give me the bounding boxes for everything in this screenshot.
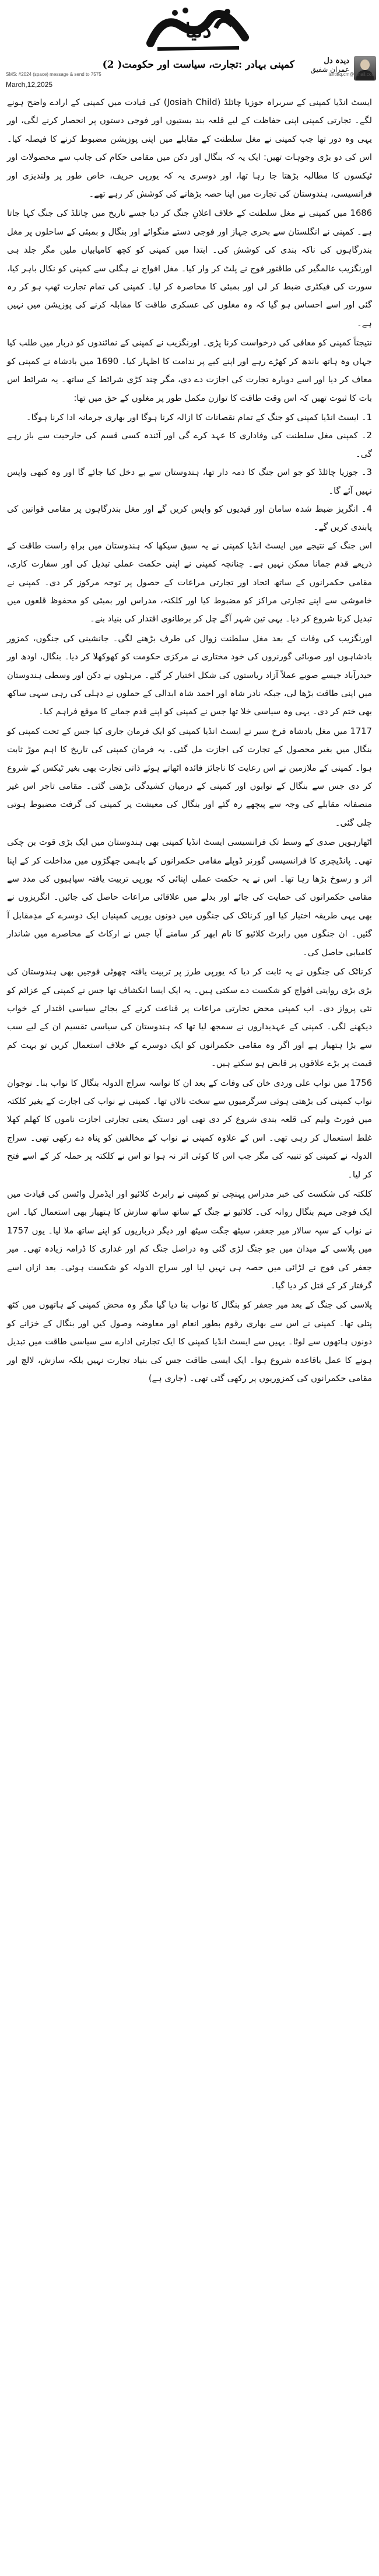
paragraph: نتیجتاً کمپنی کو معافی کی درخواست کرنا پڑی۔ اورنگزیب نے کمپنی کے نمائندوں کو دربار میں طلب کیا جہاں وہ ہاتھ باندھ کر کھڑے رہے اور اپنے کیے پر ندامت کا اظہار کیا۔ 1690 میں بادشاہ نے کمپنی کو معاف کر دیا اور اسے دوبارہ تجارت کی اجازت دے دی، مگر چند کڑی شرائط کے ساتھ۔ یہ شرائط اس بات کا ثبوت تھیں کہ اس وقت طاقت کا توازن مکمل طور پر مغلوں کے حق میں تھا: — [7, 338, 372, 403]
author-name: عمران شفیق — [310, 65, 349, 74]
paragraph: اس جنگ کے نتیجے میں ایسٹ انڈیا کمپنی نے یہ سبق سیکھا کہ ہندوستان میں براہِ راست طاقت کے ذریعے قدم جمانا ممکن نہیں ہے۔ چنانچہ کمپنی نے اپنی حکمت عملی تبدیل کی اور سفارت کاری، مقامی حکمرانوں کے ساتھ اتحاد اور تجارتی مراعات کے حصول پر توجہ مرکوز کر دی۔ کمپنی نے خاموشی سے اپنے تجارتی مراکز کو مضبوط کیا اور کلکتہ، مدراس اور بمبئی کو محفوظ قلعوں میں تبدیل کرنا شروع کر دیا۔ یہی تین شہر آگے چل کر برطانوی اقتدار کی بنیاد بنے۔ — [7, 540, 372, 624]
condition-item: 2۔ کمپنی مغل سلطنت کی وفاداری کا عہد کرے گی اور آئندہ کسی قسم کی جارحیت سے باز رہے گی۔ — [7, 431, 372, 459]
article-body — [7, 93, 372, 1389]
dunya-logo-icon — [140, 2, 257, 58]
paragraph: کلکتہ کی شکست کی خبر مدراس پہنچی تو کمپنی نے رابرٹ کلائیو اور ایڈمرل واٹسن کی قیادت میں ایک فوجی مہم بنگال روانہ کی۔ کلائیو نے جنگ کے ساتھ ساتھ سازش کا ہتھیار بھی استعمال کیا۔ اس نے نواب کے سپہ سالار میر جعفر، سیٹھ جگت سیٹھ اور دیگر درباریوں کو اپنے ساتھ ملا لیا۔ یوں 1757 میں پلاسی کے میدان میں جو جنگ لڑی گئی وہ دراصل جنگ کم اور غداری کا ڈرامہ زیادہ تھی۔ میر جعفر کی فوج نے لڑائی میں حصہ ہی نہیں لیا اور سراج الدولہ کو شکست ہوئی۔ بعد ازاں اسے گرفتار کر کے قتل کر دیا گیا۔ — [7, 1189, 372, 1291]
column-header — [0, 0, 379, 89]
condition-item: 1۔ ایسٹ انڈیا کمپنی کو جنگ کے تمام نقصانات کا ازالہ کرنا ہوگا اور بھاری جرمانہ ادا کرنا ہوگا۔ — [26, 412, 372, 422]
paragraph: ایسٹ انڈیا کمپنی کے سربراہ جوزیا چائلڈ (Josiah Child) کی قیادت میں کمپنی کے ارادے واضح ہونے لگے۔ تجارتی کمپنی اپنی حفاظت کے لیے قلعہ بند بستیوں اور فوجی دستوں پر انحصار کرنے لگی، اور یہی وہ دور تھا جب کمپنی نے مغل سلطنت کے مقابلے میں اپنی پوزیشن مضبوط کرنے کا فیصلہ کیا۔ اس کی دو بڑی وجوہات تھیں: ایک یہ کہ بنگال اور دکن میں مقامی حکام کی جانب سے محصولات اور ٹیکسوں کا مطالبہ بڑھتا جا رہا تھا، اور دوسری یہ کہ یورپی حریف، خاص طور پر ولندیزی اور فرانسیسی، ہندوستان کی تجارت میں اپنا حصہ بڑھانے کی کوشش کر رہے تھے۔ — [7, 97, 373, 200]
condition-item: 3۔ جوزیا چائلڈ کو جو اس جنگ کا ذمہ دار تھا، ہندوستان سے بے دخل کیا جائے گا اور وہ کبھی واپس نہیں آئے گا۔ — [7, 467, 372, 496]
series-label: دیدہ دل — [324, 57, 349, 65]
newspaper-logo — [140, 2, 257, 58]
paragraph: اٹھارہویں صدی کے وسط تک فرانسیسی ایسٹ انڈیا کمپنی بھی ہندوستان میں ایک بڑی قوت بن چکی تھی۔ پانڈیچری کا فرانسیسی گورنر ڈوپلے مقامی حکمرانوں کے باہمی جھگڑوں میں مداخلت کر کے اپنا اثر و رسوخ بڑھا رہا تھا۔ اس نے یہ حکمت عملی اپنائی کہ یورپی تربیت یافتہ سپاہیوں کی مدد سے مقامی حکمرانوں کی حمایت کی جائے اور بدلے میں علاقائی مراعات حاصل کی جائیں۔ انگریزوں نے بھی یہی طریقہ اختیار کیا اور کرناٹک کی جنگوں میں دونوں یورپی کمپنیاں ایک دوسرے کے مدِمقابل آ گئیں۔ ان جنگوں میں رابرٹ کلائیو کا نام ابھر کر سامنے آیا جس نے ارکاٹ کے محاصرے میں شاندار کامیابی حاصل کی۔ — [7, 837, 372, 957]
publish-date: March,12,2025 — [6, 81, 53, 89]
paragraph: 1717 میں مغل بادشاہ فرخ سیر نے ایسٹ انڈیا کمپنی کو ایک فرمان جاری کیا جس کے تحت کمپنی کو بنگال میں بغیر محصول کے تجارت کی اجازت مل گئی۔ یہ فرمان کمپنی کی تاریخ کا اہم موڑ ثابت ہوا۔ کمپنی کے ملازمین نے اس رعایت کا ناجائز فائدہ اٹھاتے ہوئے ذاتی تجارت بھی بغیر ٹیکس کے شروع کر دی جس سے بنگال کے نوابوں اور کمپنی کے درمیان کشیدگی بڑھتی گئی۔ مقامی تاجر اس غیر منصفانہ مقابلے کی وجہ سے پیچھے رہ گئے اور بنگال کی معیشت پر کمپنی کی گرفت مضبوط ہوتی چلی گئی۔ — [7, 726, 372, 828]
paragraph: اورنگزیب کی وفات کے بعد مغل سلطنت زوال کی طرف بڑھنے لگی۔ جانشینی کی جنگوں، کمزور بادشاہوں اور صوبائی گورنروں کی خود مختاری نے مرکزی حکومت کو کھوکھلا کر دیا۔ بنگال، اودھ اور حیدرآباد جیسے صوبے عملاً آزاد ریاستوں کی شکل اختیار کر گئے۔ مرہٹوں نے دکن اور وسطی ہندوستان میں اپنی طاقت بڑھا لی، جبکہ نادر شاہ اور احمد شاہ ابدالی کے حملوں نے دہلی کی رہی سہی ساکھ بھی ختم کر دی۔ یہی وہ سیاسی خلا تھا جس نے کمپنی کو اپنے قدم جمانے کا موقع فراہم کیا۔ — [7, 633, 372, 717]
svg-text:دنیا: دنیا — [185, 19, 212, 43]
paragraph: 1686 میں کمپنی نے مغل سلطنت کے خلاف اعلانِ جنگ کر دیا جسے تاریخ میں چائلڈ کی جنگ کہا جاتا ہے۔ کمپنی نے انگلستان سے بحری جہاز اور فوجی دستے منگوائے اور بنگال و بمبئی کے ساحلوں پر مغل بندرگاہوں کی ناکہ بندی کی کوشش کی۔ ابتدا میں کمپنی کو کچھ کامیابیاں ملیں مگر جلد ہی اورنگزیب عالمگیر کی طاقتور فوج نے پلٹ کر وار کیا۔ مغل افواج نے ہگلی سے کمپنی کو نکال باہر کیا، سورت کی فیکٹری ضبط کر لی اور بمبئی کا محاصرہ کر لیا۔ کمپنی کی تمام تجارت ٹھپ ہو کر رہ گئی اور اسے احساس ہو گیا کہ وہ مغلوں کی عسکری طاقت کا مقابلہ کرنے کی پوزیشن میں نہیں ہے۔ — [7, 208, 372, 328]
conditions-list — [7, 408, 372, 537]
author-email[interactable]: ishtiaq.cm@gmail.com — [328, 72, 376, 77]
paragraph: 1756 میں نواب علی وردی خان کی وفات کے بعد ان کا نواسہ سراج الدولہ بنگال کا نواب بنا۔ نوجوان نواب کمپنی کی بڑھتی ہوئی سرگرمیوں سے سخت نالاں تھا۔ کمپنی نے نواب کی اجازت کے بغیر کلکتہ میں فورٹ ولیم کی قلعہ بندی شروع کر دی تھی اور دستک یعنی تجارتی اجازت ناموں کا کھلم کھلا غلط استعمال کر رہی تھی۔ اس کے علاوہ کمپنی نے نواب کے مخالفین کو پناہ دے رکھی تھی۔ سراج الدولہ نے کمپنی کو تنبیہ کی مگر جب اس کا کوئی اثر نہ ہوا تو اس نے کلکتہ پر حملہ کر کے اسے فتح کر لیا۔ — [7, 1078, 372, 1180]
condition-item: 4۔ انگریز ضبط شدہ سامان اور قیدیوں کو واپس کریں گے اور مغل بندرگاہوں پر مقامی قوانین کی پابندی کریں گے۔ — [7, 504, 372, 533]
paragraph: پلاسی کی جنگ کے بعد میر جعفر کو بنگال کا نواب بنا دیا گیا مگر وہ محض کمپنی کے ہاتھوں میں کٹھ پتلی تھا۔ کمپنی نے اس سے بھاری رقوم بطور انعام اور معاوضہ وصول کیں اور بنگال کے خزانے کو دونوں ہاتھوں سے لوٹا۔ یہیں سے ایسٹ انڈیا کمپنی کا ایک تجارتی ادارے سے سیاسی طاقت میں تبدیل ہونے کا عمل باقاعدہ شروع ہوا۔ ایک ایسی طاقت جس کی بنیاد تجارت نہیں بلکہ سازش، لالچ اور مقامی حکمرانوں کی کمزوریوں پر رکھی گئی تھی۔ (جاری ہے) — [7, 1300, 372, 1384]
paragraph: کرناٹک کی جنگوں نے یہ ثابت کر دیا کہ یورپی طرز پر تربیت یافتہ چھوٹی فوجیں بھی ہندوستان کی بڑی بڑی روایتی افواج کو شکست دے سکتی ہیں۔ یہ ایک ایسا انکشاف تھا جس نے کمپنی کے عزائم کو نئی پرواز دی۔ اب کمپنی محض تجارتی مراعات پر قناعت کرنے کے بجائے سیاسی اقتدار کے خواب دیکھنے لگی۔ کمپنی کے عہدیداروں نے سمجھ لیا تھا کہ ہندوستان کی سیاسی تقسیم ان کے لیے سب سے بڑا ہتھیار ہے اور اگر وہ مقامی حکمرانوں کو ایک دوسرے کے خلاف استعمال کریں تو بہت کم قیمت پر بڑے علاقوں پر قابض ہو سکتے ہیں۔ — [7, 967, 372, 1069]
sms-note: SMS: #2024 (space) message & send to 7575 — [6, 72, 101, 77]
column-title: کمپنی بہادر :تجارت، سیاست اور حکومت( 2) — [102, 59, 294, 71]
